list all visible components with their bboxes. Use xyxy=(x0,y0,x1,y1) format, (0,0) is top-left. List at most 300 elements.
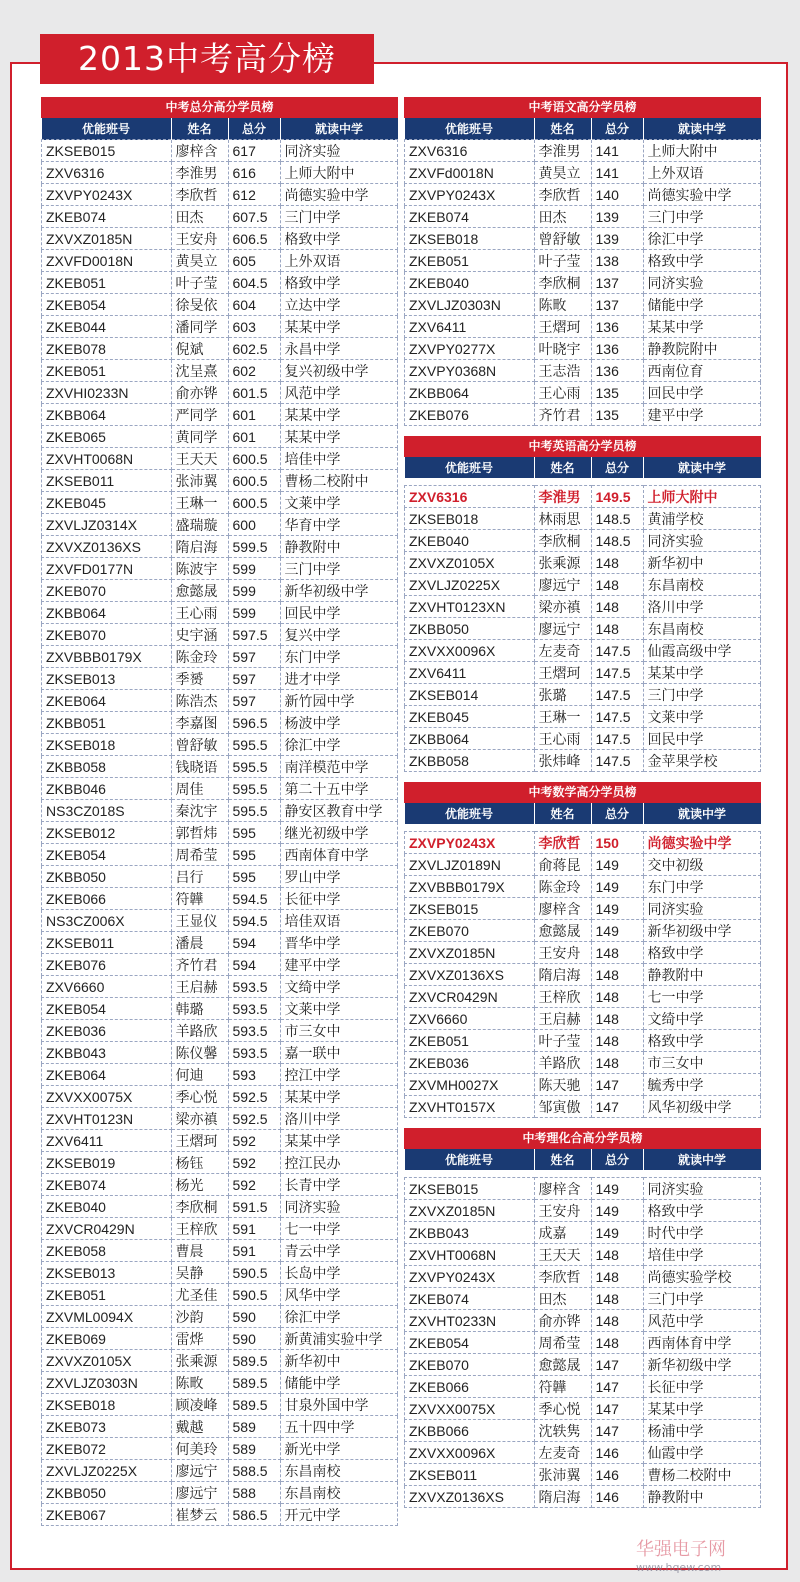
cell-score: 595 xyxy=(228,844,280,866)
cell-class-id: ZXVFD0177N xyxy=(42,558,172,580)
cell-class-id: ZKEB074 xyxy=(405,206,535,228)
cell-name: 王安舟 xyxy=(171,228,228,250)
cell-school: 三门中学 xyxy=(280,206,398,228)
cell-school: 某某中学 xyxy=(280,426,398,448)
table-row xyxy=(405,574,761,596)
cell-name: 沙韵 xyxy=(171,1306,228,1328)
cell-name: 王心雨 xyxy=(171,602,228,624)
cell-score: 147 xyxy=(591,1398,643,1420)
cell-school: 尚德实验中学 xyxy=(280,184,398,206)
cell-name: 李欣哲 xyxy=(534,1266,591,1288)
table-row xyxy=(405,1030,761,1052)
cell-class-id: ZKEB074 xyxy=(405,1288,535,1310)
cell-score: 589.5 xyxy=(228,1372,280,1394)
cell-class-id: ZXVXZ0185N xyxy=(42,228,172,250)
cell-school: 市三女中 xyxy=(280,1020,398,1042)
cell-name: 陈天驰 xyxy=(534,1074,591,1096)
cell-score: 601 xyxy=(228,404,280,426)
table-row xyxy=(42,1196,398,1218)
cell-name: 张乘源 xyxy=(171,1350,228,1372)
cell-school: 三门中学 xyxy=(643,1288,761,1310)
col-score: 总分 xyxy=(591,803,643,824)
table-body xyxy=(405,478,761,772)
cell-class-id: ZKBB064 xyxy=(42,602,172,624)
cell-school: 新光中学 xyxy=(280,1438,398,1460)
cell-name: 曹晨 xyxy=(171,1240,228,1262)
cell-score: 148 xyxy=(591,1288,643,1310)
table-row xyxy=(42,1504,398,1526)
cell-school: 同济实验 xyxy=(280,140,398,162)
col-class-id: 优能班号 xyxy=(405,803,535,824)
table-row xyxy=(405,854,761,876)
cell-school: 尚德实验学校 xyxy=(643,1266,761,1288)
cell-school: 徐汇中学 xyxy=(643,228,761,250)
cell-school: 嘉一联中 xyxy=(280,1042,398,1064)
cell-name: 陈波宇 xyxy=(171,558,228,580)
table-row xyxy=(405,184,761,206)
cell-score: 149 xyxy=(591,920,643,942)
cell-school: 市三女中 xyxy=(643,1052,761,1074)
table-header xyxy=(405,803,761,824)
page-title: 2013中考高分榜 xyxy=(40,34,374,84)
cell-name: 符韡 xyxy=(534,1376,591,1398)
cell-class-id: ZKBB046 xyxy=(42,778,172,800)
cell-name: 叶子莹 xyxy=(534,1030,591,1052)
cell-class-id: ZXVXZ0185N xyxy=(405,942,535,964)
table-row xyxy=(405,1354,761,1376)
cell-name: 李嘉图 xyxy=(171,712,228,734)
math-table xyxy=(404,803,761,1118)
table-header xyxy=(42,118,398,140)
cell-name: 吕行 xyxy=(171,866,228,888)
cell-class-id: ZKBB058 xyxy=(405,750,535,772)
cell-class-id: ZXVPY0243X xyxy=(42,184,172,206)
table-row xyxy=(42,910,398,932)
table-row xyxy=(405,1074,761,1096)
table-row xyxy=(42,470,398,492)
cell-score: 602.5 xyxy=(228,338,280,360)
cell-school: 格致中学 xyxy=(643,250,761,272)
cell-name: 王启赫 xyxy=(171,976,228,998)
cell-class-id: ZKEB066 xyxy=(42,888,172,910)
table-row xyxy=(42,976,398,998)
cell-school: 某某中学 xyxy=(643,662,761,684)
cell-class-id: ZKSEB015 xyxy=(42,140,172,162)
cell-school: 回民中学 xyxy=(643,728,761,750)
cell-class-id: ZKBB064 xyxy=(405,382,535,404)
cell-name: 秦沈宇 xyxy=(171,800,228,822)
table-row xyxy=(42,646,398,668)
table-row xyxy=(42,316,398,338)
cell-name: 王琳一 xyxy=(534,706,591,728)
table-row xyxy=(405,662,761,684)
cell-school: 文莱中学 xyxy=(280,998,398,1020)
table-row xyxy=(405,640,761,662)
cell-score: 147.5 xyxy=(591,662,643,684)
cell-school: 东门中学 xyxy=(643,876,761,898)
cell-score: 147.5 xyxy=(591,750,643,772)
cell-score: 593.5 xyxy=(228,998,280,1020)
cell-score: 599.5 xyxy=(228,536,280,558)
cell-name: 曾舒敏 xyxy=(171,734,228,756)
cell-score: 617 xyxy=(228,140,280,162)
cell-school: 曹杨二校附中 xyxy=(280,470,398,492)
cell-class-id: ZKEB069 xyxy=(42,1328,172,1350)
cell-score: 606.5 xyxy=(228,228,280,250)
cell-class-id: ZXVFd0018N xyxy=(405,162,535,184)
cell-school: 控江民办 xyxy=(280,1152,398,1174)
cell-school: 储能中学 xyxy=(280,1372,398,1394)
cell-class-id: ZXVXX0075X xyxy=(405,1398,535,1420)
col-name: 姓名 xyxy=(534,118,591,140)
cell-class-id: ZKEB054 xyxy=(42,998,172,1020)
cell-class-id: ZXVPY0243X xyxy=(405,832,535,854)
cell-score: 148 xyxy=(591,1030,643,1052)
table-row xyxy=(42,690,398,712)
table-row xyxy=(405,898,761,920)
cell-class-id: ZKEB054 xyxy=(42,294,172,316)
cell-class-id: ZKEB067 xyxy=(42,1504,172,1526)
table-row xyxy=(42,1416,398,1438)
cell-score: 149.5 xyxy=(591,486,643,508)
cell-score: 148 xyxy=(591,1052,643,1074)
cell-score: 594 xyxy=(228,954,280,976)
total-score-table xyxy=(41,118,398,1526)
cell-class-id: ZKEB058 xyxy=(42,1240,172,1262)
cell-school: 文绮中学 xyxy=(643,1008,761,1030)
table-row xyxy=(42,1372,398,1394)
cell-score: 595.5 xyxy=(228,734,280,756)
cell-school: 某某中学 xyxy=(643,1398,761,1420)
cell-score: 591.5 xyxy=(228,1196,280,1218)
table-row xyxy=(42,1108,398,1130)
cell-score: 137 xyxy=(591,272,643,294)
cell-name: 李淮男 xyxy=(534,486,591,508)
cell-class-id: ZXVLJZ0189N xyxy=(405,854,535,876)
cell-school: 徐汇中学 xyxy=(280,1306,398,1328)
cell-score: 603 xyxy=(228,316,280,338)
cell-school: 西南位育 xyxy=(643,360,761,382)
table-row xyxy=(42,1262,398,1284)
cell-class-id: ZKSEB013 xyxy=(42,1262,172,1284)
cell-school: 同济实验 xyxy=(643,530,761,552)
science-section xyxy=(404,1128,761,1508)
table-row xyxy=(42,954,398,976)
cell-class-id: ZXVXZ0105X xyxy=(42,1350,172,1372)
cell-name: 潘同学 xyxy=(171,316,228,338)
cell-school: 某某中学 xyxy=(280,1130,398,1152)
cell-school: 三门中学 xyxy=(643,206,761,228)
cell-class-id: ZKSEB013 xyxy=(42,668,172,690)
cell-school: 曹杨二校附中 xyxy=(643,1464,761,1486)
table-row xyxy=(42,778,398,800)
cell-name: 黄同学 xyxy=(171,426,228,448)
cell-score: 590.5 xyxy=(228,1262,280,1284)
cell-school: 上师大附中 xyxy=(643,140,761,162)
cell-school: 建平中学 xyxy=(280,954,398,976)
table-row xyxy=(42,514,398,536)
cell-name: 羊路欣 xyxy=(534,1052,591,1074)
cell-class-id: ZKEB040 xyxy=(405,272,535,294)
cell-school: 静安区教育中学 xyxy=(280,800,398,822)
cell-score: 149 xyxy=(591,854,643,876)
cell-school: 时代中学 xyxy=(643,1222,761,1244)
cell-school: 新华初中 xyxy=(643,552,761,574)
cell-name: 史宇涵 xyxy=(171,624,228,646)
cell-name: 隋启海 xyxy=(171,536,228,558)
cell-class-id: ZKEB040 xyxy=(405,530,535,552)
cell-class-id: ZXVBBB0179X xyxy=(42,646,172,668)
cell-name: 张沛翼 xyxy=(171,470,228,492)
cell-score: 141 xyxy=(591,140,643,162)
table-row xyxy=(42,184,398,206)
cell-name: 张沛翼 xyxy=(534,1464,591,1486)
cell-score: 604 xyxy=(228,294,280,316)
cell-class-id: ZKEB078 xyxy=(42,338,172,360)
cell-name: 叶子莹 xyxy=(171,272,228,294)
table-row xyxy=(405,1442,761,1464)
cell-name: 韩璐 xyxy=(171,998,228,1020)
cell-name: 李淮男 xyxy=(171,162,228,184)
cell-score: 147.5 xyxy=(591,684,643,706)
cell-name: 黄昊立 xyxy=(534,162,591,184)
cell-name: 梁亦禛 xyxy=(171,1108,228,1130)
table-row xyxy=(42,272,398,294)
table-row xyxy=(405,1420,761,1442)
table-body xyxy=(405,824,761,1118)
cell-class-id: ZKEB036 xyxy=(405,1052,535,1074)
table-row xyxy=(42,1394,398,1416)
watermark-logo xyxy=(636,1541,786,1575)
cell-score: 607.5 xyxy=(228,206,280,228)
cell-school: 毓秀中学 xyxy=(643,1074,761,1096)
cell-class-id: ZXVHT0068N xyxy=(405,1244,535,1266)
chinese-section xyxy=(404,97,761,426)
cell-school: 继光初级中学 xyxy=(280,822,398,844)
cell-score: 148 xyxy=(591,1244,643,1266)
cell-class-id: ZKEB070 xyxy=(405,920,535,942)
cell-school: 某某中学 xyxy=(280,316,398,338)
table-row xyxy=(42,1086,398,1108)
cell-score: 148 xyxy=(591,986,643,1008)
cell-score: 600 xyxy=(228,514,280,536)
table-row xyxy=(405,140,761,162)
cell-school: 杨浦中学 xyxy=(643,1420,761,1442)
cell-class-id: ZKSEB018 xyxy=(405,508,535,530)
cell-school: 回民中学 xyxy=(280,602,398,624)
cell-class-id: ZXVHT0157X xyxy=(405,1096,535,1118)
cell-class-id: ZKSEB015 xyxy=(405,898,535,920)
cell-score: 146 xyxy=(591,1442,643,1464)
cell-name: 林雨思 xyxy=(534,508,591,530)
cell-score: 148 xyxy=(591,1008,643,1030)
cell-score: 590.5 xyxy=(228,1284,280,1306)
table-row xyxy=(405,986,761,1008)
cell-score: 589.5 xyxy=(228,1394,280,1416)
cell-school: 同济实验 xyxy=(643,1178,761,1200)
cell-school: 静教附中 xyxy=(643,964,761,986)
col-score: 总分 xyxy=(591,118,643,140)
cell-school: 三门中学 xyxy=(643,684,761,706)
col-name: 姓名 xyxy=(534,1149,591,1170)
total-score-section xyxy=(41,97,398,1526)
cell-class-id: ZKEB074 xyxy=(42,206,172,228)
cell-school: 新华初级中学 xyxy=(643,1354,761,1376)
cell-class-id: ZKSEB018 xyxy=(42,734,172,756)
cell-name: 徐旻依 xyxy=(171,294,228,316)
cell-score: 589 xyxy=(228,1416,280,1438)
cell-name: 陈畋 xyxy=(171,1372,228,1394)
cell-score: 592 xyxy=(228,1130,280,1152)
table-row xyxy=(42,1306,398,1328)
table-body xyxy=(42,140,398,1526)
col-name: 姓名 xyxy=(534,803,591,824)
cell-school: 第二十五中学 xyxy=(280,778,398,800)
cell-school: 同济实验 xyxy=(643,898,761,920)
table-row xyxy=(405,404,761,426)
col-score: 总分 xyxy=(591,457,643,478)
col-score: 总分 xyxy=(228,118,280,140)
cell-score: 595.5 xyxy=(228,756,280,778)
math-title: 中考数学高分学员榜 xyxy=(404,782,761,803)
cell-score: 136 xyxy=(591,316,643,338)
cell-score: 149 xyxy=(591,876,643,898)
cell-name: 郭哲炜 xyxy=(171,822,228,844)
table-row xyxy=(42,1350,398,1372)
cell-score: 147.5 xyxy=(591,640,643,662)
table-row xyxy=(42,1152,398,1174)
cell-score: 147 xyxy=(591,1096,643,1118)
cell-name: 季赟 xyxy=(171,668,228,690)
cell-class-id: ZKBB043 xyxy=(42,1042,172,1064)
cell-school: 新竹园中学 xyxy=(280,690,398,712)
cell-class-id: ZXVBBB0179X xyxy=(405,876,535,898)
cell-score: 148 xyxy=(591,618,643,640)
cell-school: 风华初级中学 xyxy=(643,1096,761,1118)
cell-class-id: ZKEB070 xyxy=(405,1354,535,1376)
cell-score: 148 xyxy=(591,1332,643,1354)
table-row xyxy=(405,382,761,404)
table-row xyxy=(42,1482,398,1504)
cell-name: 李欣哲 xyxy=(534,184,591,206)
cell-school: 储能中学 xyxy=(643,294,761,316)
table-row xyxy=(405,162,761,184)
cell-school: 杨波中学 xyxy=(280,712,398,734)
cell-score: 149 xyxy=(591,1178,643,1200)
cell-class-id: ZKSEB011 xyxy=(405,1464,535,1486)
cell-class-id: ZKBB066 xyxy=(405,1420,535,1442)
cell-class-id: ZXVLJZ0314X xyxy=(42,514,172,536)
cell-name: 曾舒敏 xyxy=(534,228,591,250)
cell-school: 西南体育中学 xyxy=(280,844,398,866)
cell-school: 回民中学 xyxy=(643,382,761,404)
cell-school: 新华初级中学 xyxy=(643,920,761,942)
cell-name: 陈浩杰 xyxy=(171,690,228,712)
cell-name: 叶子莹 xyxy=(534,250,591,272)
table-row xyxy=(405,750,761,772)
cell-name: 潘晨 xyxy=(171,932,228,954)
table-row xyxy=(405,508,761,530)
cell-school: 某某中学 xyxy=(280,404,398,426)
english-table xyxy=(404,457,761,772)
table-row xyxy=(42,712,398,734)
cell-name: 张炜峰 xyxy=(534,750,591,772)
cell-school: 新黄浦实验中学 xyxy=(280,1328,398,1350)
col-score: 总分 xyxy=(591,1149,643,1170)
table-row xyxy=(42,228,398,250)
cell-class-id: ZXVXZ0136XS xyxy=(405,964,535,986)
cell-name: 陈畋 xyxy=(534,294,591,316)
cell-name: 廖梓含 xyxy=(534,1178,591,1200)
cell-school: 立达中学 xyxy=(280,294,398,316)
english-title: 中考英语高分学员榜 xyxy=(404,436,761,457)
cell-score: 593 xyxy=(228,1064,280,1086)
cell-score: 588.5 xyxy=(228,1460,280,1482)
table-row xyxy=(42,382,398,404)
cell-class-id: ZKBB064 xyxy=(42,404,172,426)
cell-score: 594 xyxy=(228,932,280,954)
cell-name: 廖远宁 xyxy=(171,1482,228,1504)
cell-school: 某某中学 xyxy=(643,316,761,338)
cell-score: 138 xyxy=(591,250,643,272)
cell-score: 597 xyxy=(228,690,280,712)
cell-score: 599 xyxy=(228,558,280,580)
cell-name: 王安舟 xyxy=(534,1200,591,1222)
cell-school: 仙霞高级中学 xyxy=(643,640,761,662)
cell-name: 左麦奇 xyxy=(534,640,591,662)
cell-school: 东昌南校 xyxy=(280,1460,398,1482)
cell-score: 147 xyxy=(591,1376,643,1398)
cell-school: 上外双语 xyxy=(280,250,398,272)
cell-name: 梁亦禛 xyxy=(534,596,591,618)
table-row xyxy=(42,866,398,888)
cell-school: 同济实验 xyxy=(280,1196,398,1218)
cell-school: 长青中学 xyxy=(280,1174,398,1196)
cell-name: 王熠珂 xyxy=(534,662,591,684)
cell-class-id: ZXVLJZ0225X xyxy=(405,574,535,596)
cell-class-id: ZKEB064 xyxy=(42,690,172,712)
col-class-id: 优能班号 xyxy=(42,118,172,140)
cell-score: 591 xyxy=(228,1218,280,1240)
cell-name: 俞亦铧 xyxy=(171,382,228,404)
cell-score: 141 xyxy=(591,162,643,184)
cell-class-id: ZKBB050 xyxy=(405,618,535,640)
cell-class-id: ZXVCR0429N xyxy=(42,1218,172,1240)
cell-class-id: ZXV6411 xyxy=(405,316,535,338)
science-title: 中考理化合高分学员榜 xyxy=(404,1128,761,1149)
table-row xyxy=(42,1130,398,1152)
table-row xyxy=(405,530,761,552)
cell-score: 588 xyxy=(228,1482,280,1504)
table-row xyxy=(405,1052,761,1074)
cell-name: 顾凌峰 xyxy=(171,1394,228,1416)
table-row xyxy=(405,942,761,964)
cell-name: 愈懿晟 xyxy=(534,920,591,942)
cell-name: 王天天 xyxy=(534,1244,591,1266)
cell-class-id: ZKEB073 xyxy=(42,1416,172,1438)
cell-school: 上师大附中 xyxy=(643,486,761,508)
cell-name: 倪斌 xyxy=(171,338,228,360)
cell-score: 592.5 xyxy=(228,1108,280,1130)
cell-score: 149 xyxy=(591,898,643,920)
cell-school: 长岛中学 xyxy=(280,1262,398,1284)
cell-score: 592.5 xyxy=(228,1086,280,1108)
cell-school: 格致中学 xyxy=(643,942,761,964)
cell-name: 张璐 xyxy=(534,684,591,706)
cell-school: 风华中学 xyxy=(280,1284,398,1306)
cell-name: 戴越 xyxy=(171,1416,228,1438)
cell-name: 王琳一 xyxy=(171,492,228,514)
